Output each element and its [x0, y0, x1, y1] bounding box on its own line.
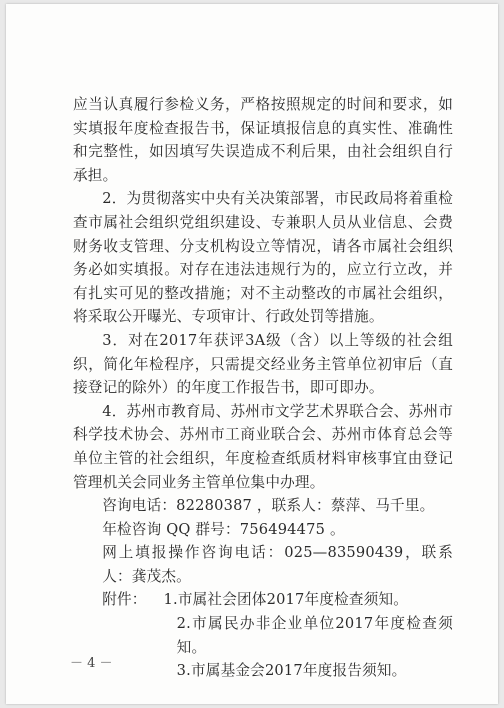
- page-number: － 4 －: [70, 656, 113, 671]
- document-page: [6, 4, 498, 704]
- attachment-item-1: 1.市属社会团体2017年度检查须知。: [163, 591, 409, 609]
- paragraph-item-4: 4．苏州市教育局、苏州市文学艺术界联合会、苏州市科学技术协会、苏州市工商业联合会、苏州市体育总会等单位主管的社会组织，年度检查纸质材料审核事宜由登记管理机关会同业务主管单位集中办理。: [73, 402, 453, 491]
- attachment-row-1: [73, 588, 453, 612]
- paragraph-item-2: 2．为贯彻落实中央有关决策部署，市民政局将着重检查市属社会组织党组织建设、专兼职人员从业信息、会费财务收支管理、分支机构设立等情况，请各市属社会组织务必如实填报。对存在违法违规行为的，应立行立改，并有扎实可见的整改措施；对不主动整改的市属社会组织，将采取公开曝光、专项审计、行政处罚等措施。: [73, 190, 453, 326]
- document-body: [73, 93, 453, 683]
- paragraph-continuation: 应当认真履行参检义务，严格按照规定的时间和要求，如实填报年度检查报告书，保证填报信息的真实性、准确性和完整性，如因填写失误造成不利后果，由社会组织自行承担。: [73, 96, 453, 184]
- contact-qq-group: 年检咨询 QQ 群号：756494475 。: [102, 520, 345, 538]
- attachment-item-2: 2.市属民办非企业单位2017年度检查须知。: [176, 615, 453, 656]
- paragraph-item-3: 3．对在2017年获评3A级（含）以上等级的社会组织，简化年检程序，只需提交经业务主管单位初审后（直接登记的除外）的年度工作报告书，即可即办。: [73, 331, 453, 397]
- contact-phone: 咨询电话：82280387 ，联系人：蔡萍、马千里。: [102, 497, 435, 515]
- attachment-label: 附件：: [102, 591, 147, 609]
- contact-online-support: 网上填报操作咨询电话：025—83590439，联系人：龚茂杰。: [102, 544, 453, 585]
- attachment-item-3: 3.市属基金会2017年度报告须知。: [176, 662, 407, 680]
